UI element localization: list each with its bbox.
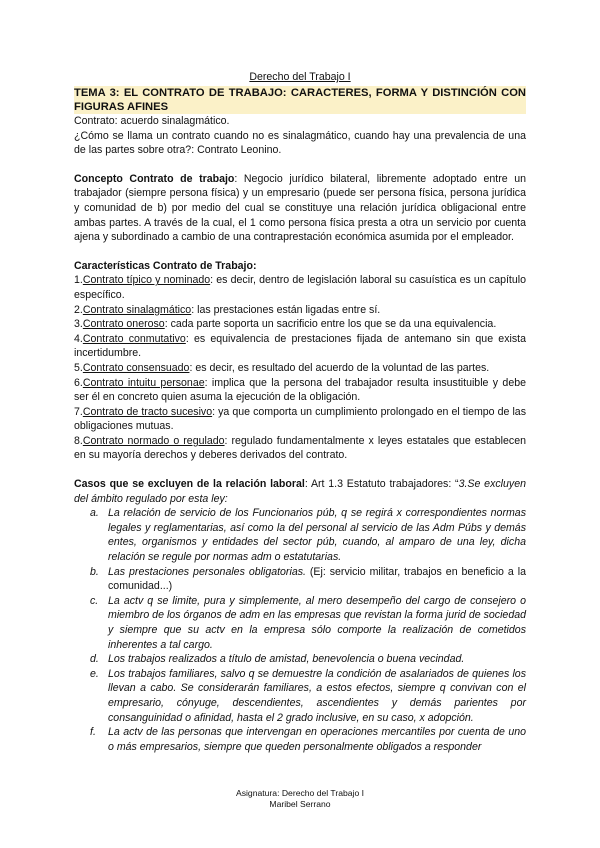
case-note: (Ej: servicio militar, trabajos en beneficio a la comunidad...) <box>108 565 526 593</box>
excluded-quote: 3.Se excluyen del ámbito regulado por esta ley <box>74 478 526 505</box>
characteristic-term: Contrato conmutativo <box>82 332 186 345</box>
footer-author: Maribel Serrano <box>269 799 331 809</box>
characteristic-item <box>74 332 526 361</box>
excluded-quote-end: : <box>224 492 228 505</box>
characteristic-num: 2. <box>74 303 83 316</box>
page-title: TEMA 3: EL CONTRATO DE TRABAJO: CARACTERES, FORMA Y DISTINCIÓN CON FIGURAS AFINES <box>74 86 526 113</box>
characteristic-num: 6. <box>74 376 83 389</box>
excluded-case-item <box>74 565 526 594</box>
characteristic-num: 4. <box>74 332 83 345</box>
characteristic-item <box>74 317 526 332</box>
characteristic-text: : es decir, es resultado del acuerdo de la voluntad de las partes. <box>189 361 490 374</box>
case-letter: d. <box>90 653 99 666</box>
case-letter: a. <box>90 507 99 520</box>
course-header: Derecho del Trabajo I <box>249 71 351 83</box>
characteristic-item <box>74 405 526 434</box>
characteristic-text: : las prestaciones están ligadas entre sí. <box>191 303 381 316</box>
case-text: Los trabajos realizados a título de amistad, benevolencia o buena vecindad. <box>108 653 465 666</box>
characteristics-list <box>74 273 526 463</box>
concept-paragraph <box>74 172 526 245</box>
characteristic-term: Contrato típico y nominado <box>82 274 211 287</box>
excluded-label: Casos que se excluyen de la relación laboral <box>74 478 305 491</box>
characteristic-num: 8. <box>74 434 83 447</box>
characteristic-item <box>74 434 526 463</box>
intro-line-2: ¿Cómo se llama un contrato cuando no es sinalagmático, cuando hay una prevalencia de una de las partes sobre otra?: Contrato Leonino. <box>74 129 526 157</box>
characteristic-num: 5. <box>74 361 83 374</box>
characteristic-text: : regulado fundamentalmente x leyes estatales que establecen en su mayoría derechos y deberes derivados del contrato. <box>74 434 527 462</box>
excluded-paragraph <box>74 477 526 506</box>
excluded-case-item <box>74 652 526 667</box>
characteristic-text: : es equivalencia de prestaciones fijada de antemano sin que exista incertidumbre. <box>74 332 526 360</box>
document-page <box>74 70 526 754</box>
case-letter: c. <box>90 594 99 607</box>
characteristic-term: Contrato oneroso <box>82 318 165 331</box>
page-footer <box>0 788 600 810</box>
intro-line-1: Contrato: acuerdo sinalagmático. <box>74 115 230 127</box>
characteristic-item <box>74 361 526 376</box>
characteristic-term: Contrato consensuado <box>82 361 190 374</box>
characteristic-num: 7. <box>74 405 83 418</box>
case-letter: e. <box>90 667 99 680</box>
excluded-text: : Art 1.3 Estatuto trabajadores: “ <box>304 478 459 491</box>
characteristic-item <box>74 376 526 405</box>
characteristic-term: Contrato sinalagmático <box>82 303 192 316</box>
concept-text: : Negocio jurídico bilateral, libremente adoptado entre un trabajador (siempre persona física) y un empresario (puede ser persona física, persona jurídica y comunidad de b) por medio del cual se constituye una relación jurídica obligacional entre ambas partes. A través de la cual, el 1 como persona física presta a otra un servicio por cuenta ajena y subordinado a cambio de una contraprestación económica asumida por el empleador. <box>74 172 526 244</box>
excluded-case-item <box>74 594 526 652</box>
case-text: Las prestaciones personales obligatorias. <box>108 565 306 578</box>
characteristic-text: : es decir, dentro de legislación laboral su casuística es un capítulo específico. <box>74 274 526 301</box>
characteristic-text: : ya que comporta un cumplimiento prolongado en el tiempo de las obligaciones mutuas. <box>74 405 526 433</box>
characteristic-text: : implica que la persona del trabajador resulta insustituible y debe ser él en concreto quien asuma la ejecución de la obligación. <box>74 376 526 404</box>
characteristic-num: 3. <box>74 318 83 331</box>
case-text: La actv de las personas que intervengan en operaciones mercantiles por cuenta de uno o más empresarios, siempre que queden personalmente obligados a responder <box>108 726 526 753</box>
case-text: La relación de servicio de los Funcionarios púb, q se regirá x correspondientes normas legales y reglamentarias, así como la del personal al servicio de las Adm Púbs y demás entes, organismos y entidades del sector púb, cuando, al amparo de una ley, dicha relación se regule por normas adm o estatutarias. <box>108 507 526 564</box>
case-text: Los trabajos familiares, salvo q se demuestre la condición de asalariados de quienes los llevan a cabo. Se considerarán familiares, a estos efectos, siempre q convivan con el empresario, cónyuge, descendientes, ascendientes y demás parientes por consanguinidad o afinidad, hasta el 2 grado inclusive, en su caso, x adopción. <box>108 667 526 724</box>
excluded-case-item <box>74 667 526 725</box>
case-letter: b. <box>90 565 99 578</box>
case-letter: f. <box>90 726 96 739</box>
characteristic-item <box>74 273 526 302</box>
characteristic-num: 1. <box>74 274 83 287</box>
characteristic-text: : cada parte soporta un sacrificio entre los que se da una equivalencia. <box>164 318 497 331</box>
characteristic-term: Contrato normado o regulado <box>82 434 225 447</box>
excluded-case-item <box>74 506 526 564</box>
characteristic-term: Contrato de tracto sucesivo <box>82 405 213 418</box>
excluded-case-item <box>74 725 526 754</box>
characteristic-term: Contrato intuitu personae <box>82 376 205 389</box>
excluded-cases-list <box>74 506 526 754</box>
concept-label: Concepto Contrato de trabajo <box>74 172 235 185</box>
case-text: La actv q se limite, pura y simplemente, al mero desempeño del cargo de consejero o miembro de los órganos de adm en las empresas que revistan la forma jurid de sociedad y siempre que su actv en la empresa sólo comporte la realización de cometidos inherentes a tal cargo. <box>108 594 526 651</box>
footer-subject: Asignatura: Derecho del Trabajo I <box>235 788 365 798</box>
characteristic-item <box>74 303 526 318</box>
characteristics-heading: Características Contrato de Trabajo: <box>74 259 257 272</box>
